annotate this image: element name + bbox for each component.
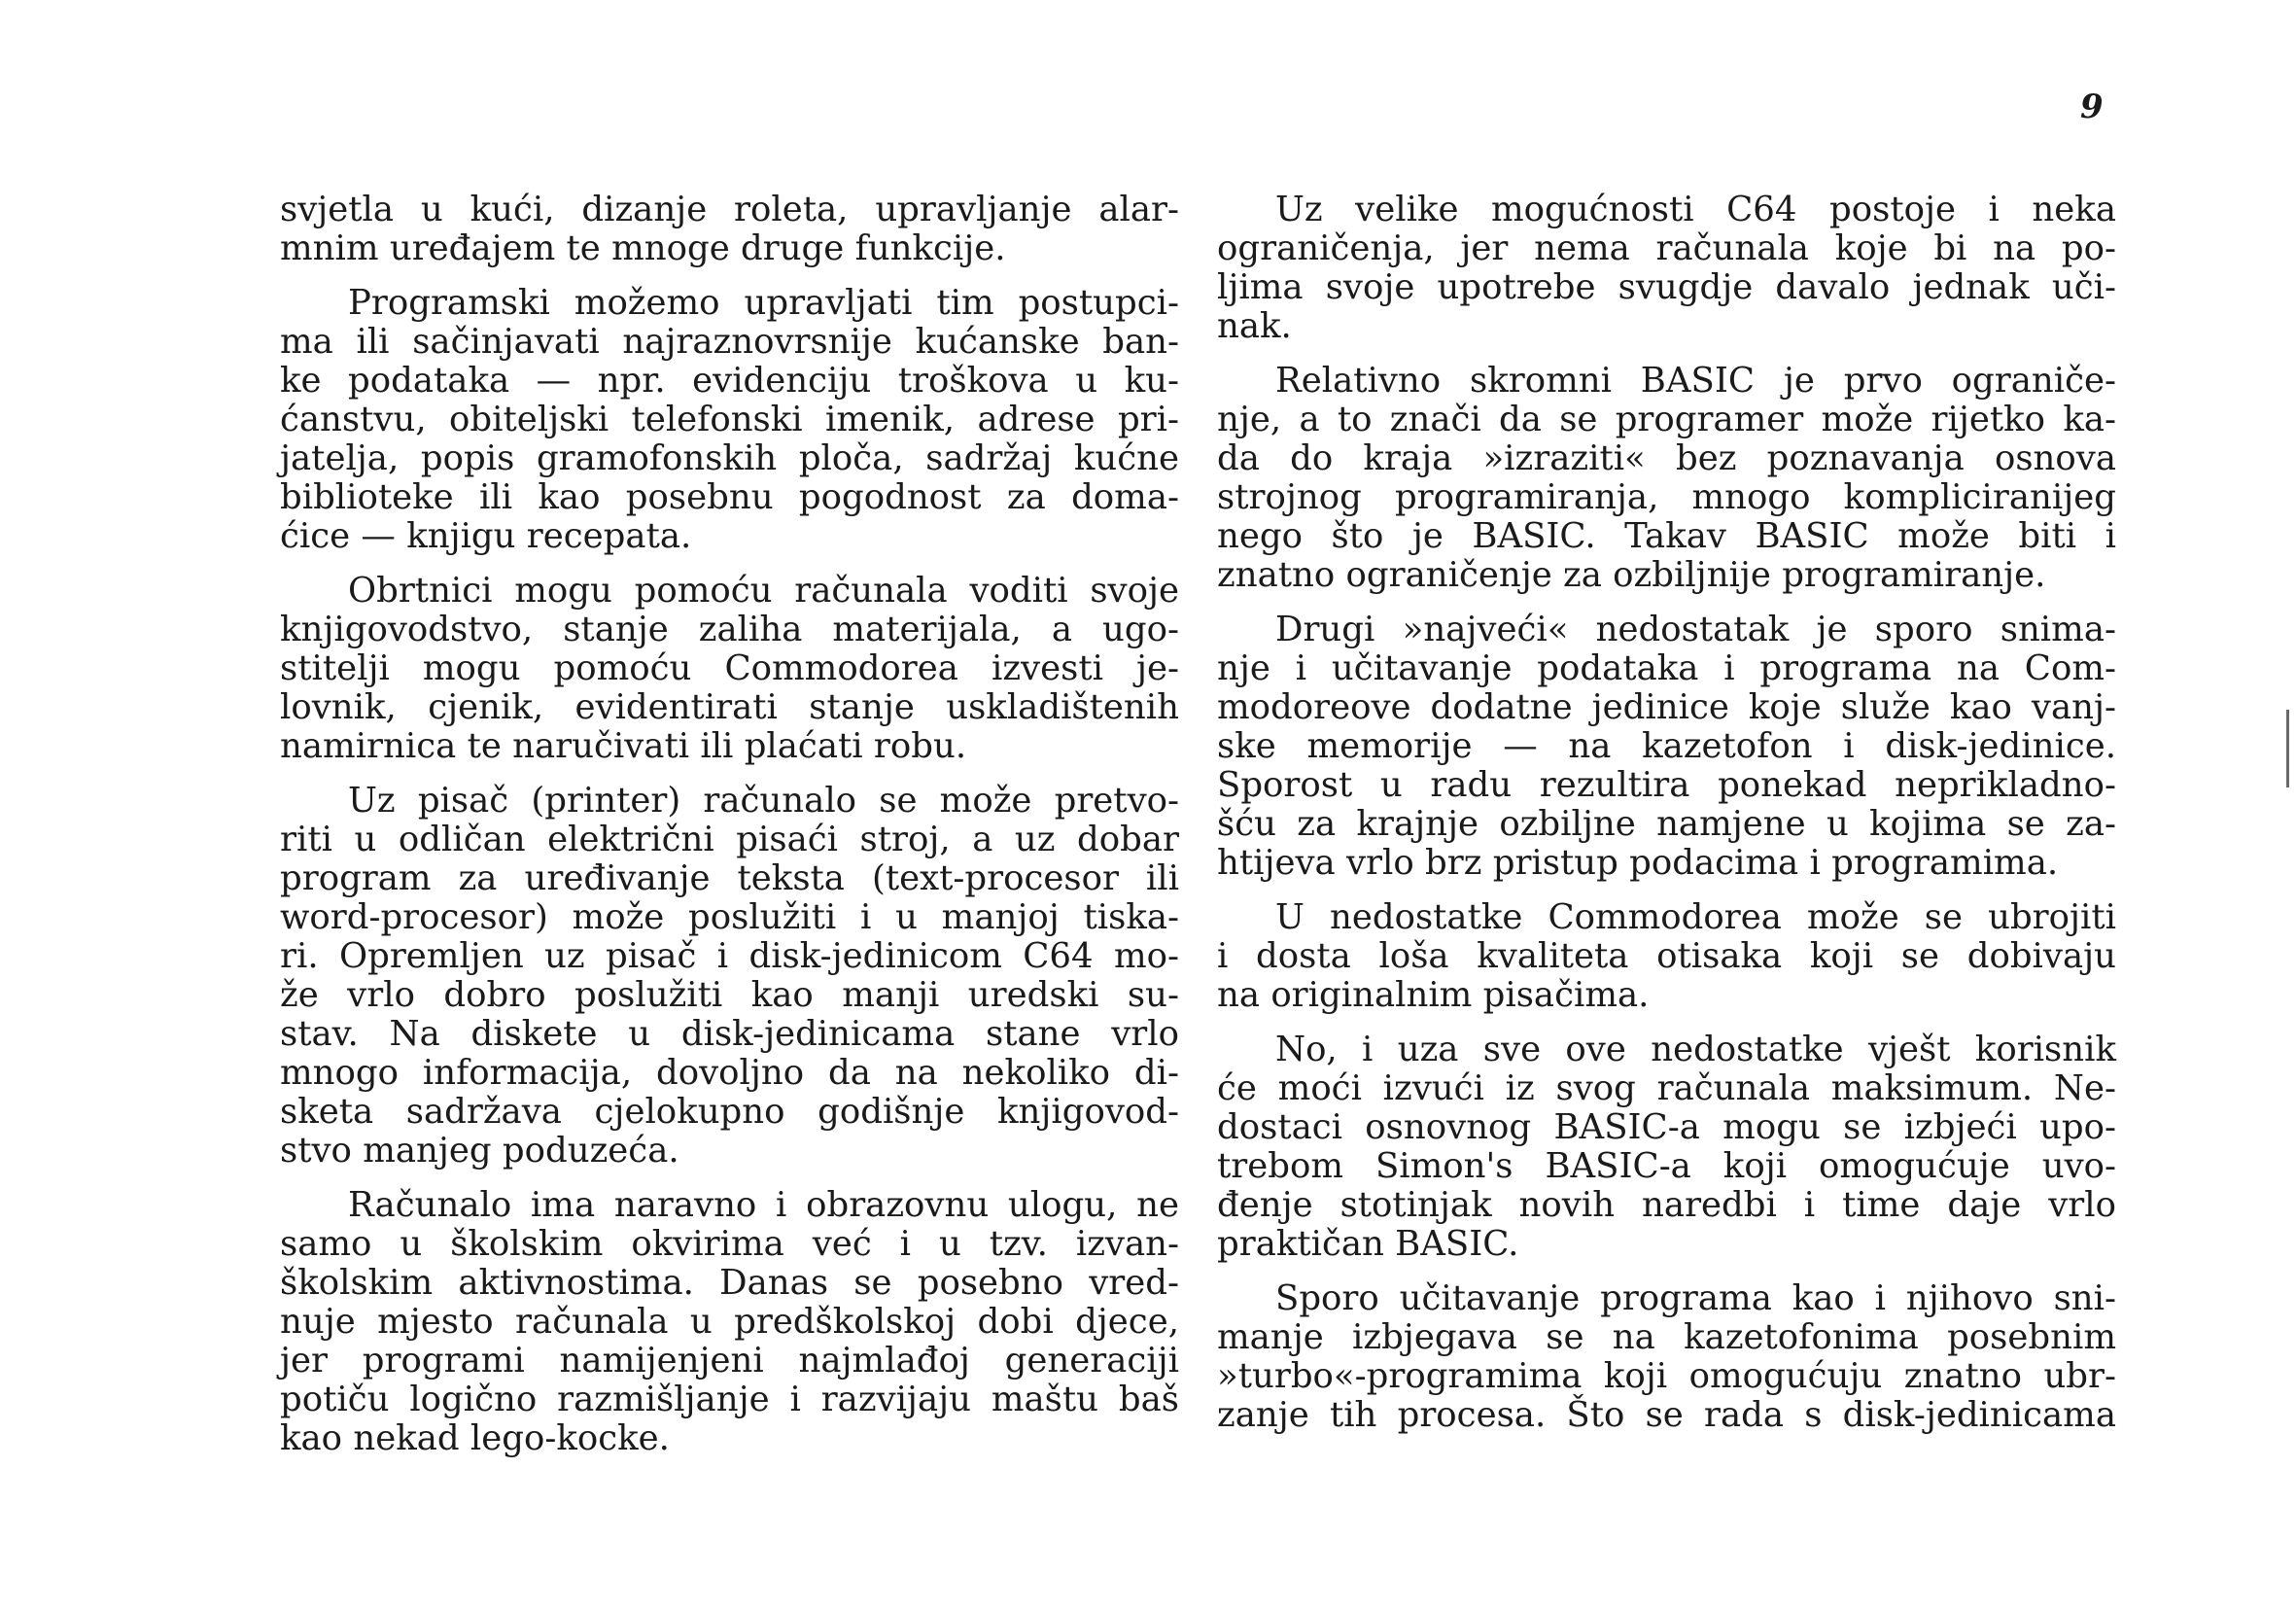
text-line: Računalo ima naravno i obrazovnu ulogu, ne [348,1185,1179,1225]
text-line: ke podataka — npr. evidenciju troškova u ku- [280,361,1179,401]
text-line: sketa sadržava cjelokupno godišnje knjigovod- [280,1092,1179,1132]
text-line: ćice — knjigu recepata. [280,516,692,556]
text-line: lovnik, cjenik, evidentirati stanje uskladištenih [280,687,1179,727]
text-line: manje izbjegava se na kazetofonima posebnim [1217,1317,2116,1357]
text-line: Sporo učitavanje programa kao i njihovo sni- [1275,1278,2116,1318]
paragraph [1217,362,2116,595]
paragraph [280,782,1179,1171]
text-line: će moći izvući iz svog računala maksimum. Ne- [1217,1068,2116,1108]
text-line: svjetla u kući, dizanje roleta, upravljanje alar- [280,190,1179,229]
text-line: Uz velike mogućnosti C64 postoje i neka [1275,190,2116,229]
text-line: stitelji mogu pomoću Commodorea izvesti je- [280,648,1179,688]
text-line: »turbo«-programima koji omogućuju znatno ubr- [1217,1356,2116,1396]
text-line: ma ili sačinjavati najraznovrsnije kućanske ban- [280,322,1179,362]
text-line: potiču logično razmišljanje i razvijaju maštu baš [280,1380,1179,1419]
text-line: zanje tih procesa. Što se rada s disk-jedinicama [1217,1395,2116,1435]
text-line: namirnica te naručivati ili plaćati robu. [280,726,967,766]
text-line: ske memorije — na kazetofon i disk-jedinice. [1217,726,2116,766]
text-line: samo u školskim okvirima već i u tzv. izvan- [280,1224,1179,1264]
text-line: na originalnim pisačima. [1217,975,1650,1015]
text-line: Drugi »najveći« nedostatak je sporo snima- [1275,610,2116,649]
text-line: trebom Simon's BASIC-a koji omogućuje uvo- [1217,1146,2116,1186]
text-line: mnim uređajem te mnoge druge funkcije. [280,228,1006,268]
text-line: Uz pisač (printer) računalo se može pretvo- [348,781,1179,821]
text-line: že vrlo dobro poslužiti kao manji uredski su- [280,975,1179,1015]
text-line: nuje mjesto računala u predškolskoj dobi djece, [280,1302,1179,1342]
left-column [280,191,1179,1474]
text-line: nje, a to znači da se programer može rijetko ka- [1217,400,2116,439]
text-line: U nedostatke Commodorea može se ubrojiti [1275,897,2116,937]
text-line: stvo manjeg poduzeća. [280,1131,679,1171]
text-line: riti u odličan električni pisaći stroj, a uz dobar [280,820,1179,859]
text-line: i dosta loša kvaliteta otisaka koji se dobivaju [1217,936,2116,976]
text-line: mnogo informacija, dovoljno da na nekoliko di- [280,1053,1179,1093]
text-line: knjigovodstvo, stanje zaliha materijala, a ugo- [280,610,1179,649]
text-line: Programski možemo upravljati tim postupci- [348,283,1179,323]
text-line: word-procesor) može poslužiti i u manjoj tiska- [280,897,1179,937]
text-line: Sporost u radu rezultira ponekad neprikladno- [1217,765,2116,805]
text-line: šću za krajnje ozbiljne namjene u kojima se za- [1217,804,2116,844]
paragraph [280,1186,1179,1458]
text-line: ri. Opremljen uz pisač i disk-jedinicom C64 mo- [280,936,1179,976]
text-line: modoreove dodatne jedinice koje služe kao vanj- [1217,687,2116,727]
text-line: praktičan BASIC. [1217,1224,1519,1264]
text-line: biblioteke ili kao posebnu pogodnost za doma- [280,477,1179,517]
text-line: školskim aktivnostima. Danas se posebno vred- [280,1263,1179,1303]
text-line: ćanstvu, obiteljski telefonski imenik, adrese pri- [280,400,1179,439]
text-line: znatno ograničenje za ozbiljnije programiranje. [1217,555,2046,595]
paragraph [1217,611,2116,883]
text-line: kao nekad lego-kocke. [280,1418,670,1458]
text-line: nje i učitavanje podataka i programa na Com- [1217,648,2116,688]
text-line: da do kraja »izraziti« bez poznavanja osnova [1217,438,2116,478]
text-line: nego što je BASIC. Takav BASIC može biti i [1217,516,2116,556]
paragraph [1217,191,2116,346]
text-line: dostaci osnovnog BASIC-a mogu se izbjeći upo- [1217,1107,2116,1147]
text-line: đenje stotinjak novih naredbi i time daje vrlo [1217,1185,2116,1225]
text-line: ljima svoje upotrebe svugdje davalo jednak uči- [1217,267,2116,307]
text-line: htijeva vrlo brz pristup podacima i programima. [1217,843,2059,883]
paragraph [1217,1031,2116,1264]
text-line: program za uređivanje teksta (text-procesor ili [280,858,1179,898]
text-line: stav. Na diskete u disk-jedinicama stane vrlo [280,1014,1179,1054]
paragraph [280,284,1179,556]
text-line: No, i uza sve ove nedostatke vješt korisnik [1275,1030,2116,1069]
paragraph [280,191,1179,268]
right-column [1217,191,2116,1451]
page-number: 9 [2080,87,2104,126]
text-line: strojnog programiranja, mnogo kompliciranijeg [1217,477,2116,517]
paragraph [1217,1279,2116,1435]
text-line: Relativno skromni BASIC je prvo ograniče- [1275,361,2116,401]
text-line: Obrtnici mogu pomoću računala voditi svoje [348,571,1179,611]
text-line: ograničenja, jer nema računala koje bi na po- [1217,228,2116,268]
paragraph [280,572,1179,766]
scan-edge-mark [2286,710,2289,787]
text-line: jer programi namijenjeni najmlađoj generaciji [280,1341,1179,1381]
paragraph [1217,898,2116,1015]
text-line: nak. [1217,306,1292,346]
text-line: jatelja, popis gramofonskih ploča, sadržaj kućne [280,438,1179,478]
